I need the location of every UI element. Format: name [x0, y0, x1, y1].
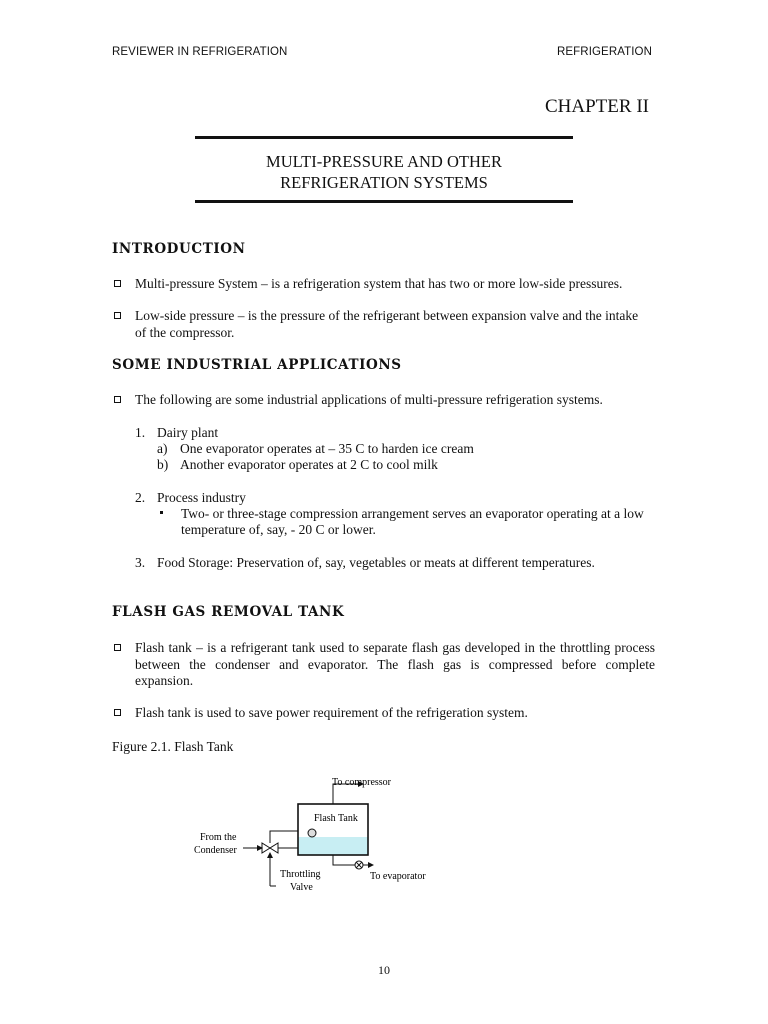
list-item-dairy-plant: Dairy plant [157, 425, 219, 440]
title-rule-bottom [195, 200, 573, 203]
flash-bullet-1-line2: between the condenser and evaporator. The flash gas is compressed before complete [135, 657, 655, 672]
throttling-valve-icon [270, 843, 278, 853]
small-square-bullet-icon [160, 511, 163, 514]
process-subitem-line2: temperature of, say, - 20 C or lower. [181, 522, 376, 537]
square-bullet-icon [114, 312, 121, 319]
flash-tank-diagram [180, 768, 450, 898]
label-valve-line2: Valve [290, 882, 313, 893]
arrow-right-icon [368, 862, 374, 868]
list-item-food-storage: Food Storage: Preservation of, say, vegetables or meats at different temperatures. [157, 555, 595, 570]
flash-bullet-2: Flash tank is used to save power requirement of the refrigeration system. [135, 705, 528, 720]
intro-bullet-2-line2: of the compressor. [135, 325, 235, 340]
process-subitem-line1: Two- or three-stage compression arrangement serves an evaporator operating at a low [181, 506, 644, 521]
list-number: 2. [135, 490, 146, 505]
list-letter: b) [157, 457, 169, 472]
evaporator-line [333, 855, 355, 865]
running-header-right: REFRIGERATION [557, 46, 653, 58]
float-ball-icon [308, 829, 316, 837]
chapter-title-line2: REFRIGERATION SYSTEMS [280, 173, 488, 192]
chapter-title-line1: MULTI-PRESSURE AND OTHER [266, 152, 502, 171]
label-to-evaporator: To evaporator [370, 871, 426, 882]
intro-bullet-1: Multi-pressure System – is a refrigeration system that has two or more low-side pressures. [135, 276, 623, 291]
square-bullet-icon [114, 644, 121, 651]
figure-caption: Figure 2.1. Flash Tank [112, 739, 234, 754]
list-number: 3. [135, 555, 146, 570]
square-bullet-icon [114, 396, 121, 403]
arrow-up-icon [267, 852, 273, 858]
flash-bullet-1-line1: Flash tank – is a refrigerant tank used to separate flash gas developed in the throttling process [135, 640, 655, 655]
label-flash-tank: Flash Tank [314, 813, 358, 824]
intro-bullet-2-line1: Low-side pressure – is the pressure of the refrigerant between expansion valve and the intake [135, 308, 639, 323]
label-from-line2: Condenser [194, 845, 237, 856]
section-heading-applications: SOME INDUSTRIAL APPLICATIONS [112, 357, 402, 373]
list-subitem-a: One evaporator operates at – 35 C to harden ice cream [180, 441, 474, 456]
page-number: 10 [378, 963, 390, 977]
chapter-title [195, 151, 573, 193]
chapter-label: CHAPTER II [545, 96, 649, 117]
square-bullet-icon [114, 280, 121, 287]
running-header-left: REVIEWER IN REFRIGERATION [112, 46, 288, 58]
list-subitem-b: Another evaporator operates at 2 C to cool milk [180, 457, 438, 472]
label-valve-line1: Throttling [280, 869, 321, 880]
float-linkage [270, 831, 298, 843]
title-rule-top [195, 136, 573, 139]
tank-liquid [298, 837, 368, 855]
label-from-line1: From the [200, 832, 237, 843]
section-heading-introduction: INTRODUCTION [112, 241, 246, 257]
list-letter: a) [157, 441, 168, 456]
list-item-process-industry: Process industry [157, 490, 246, 505]
flash-bullet-1-line3: expansion. [135, 673, 194, 688]
square-bullet-icon [114, 709, 121, 716]
list-number: 1. [135, 425, 146, 440]
throttling-valve-icon [262, 843, 270, 853]
section-heading-flash-gas: FLASH GAS REMOVAL TANK [112, 604, 345, 620]
label-to-compressor: To compressor [332, 777, 392, 788]
apps-bullet-1: The following are some industrial applications of multi-pressure refrigeration systems. [135, 392, 603, 407]
